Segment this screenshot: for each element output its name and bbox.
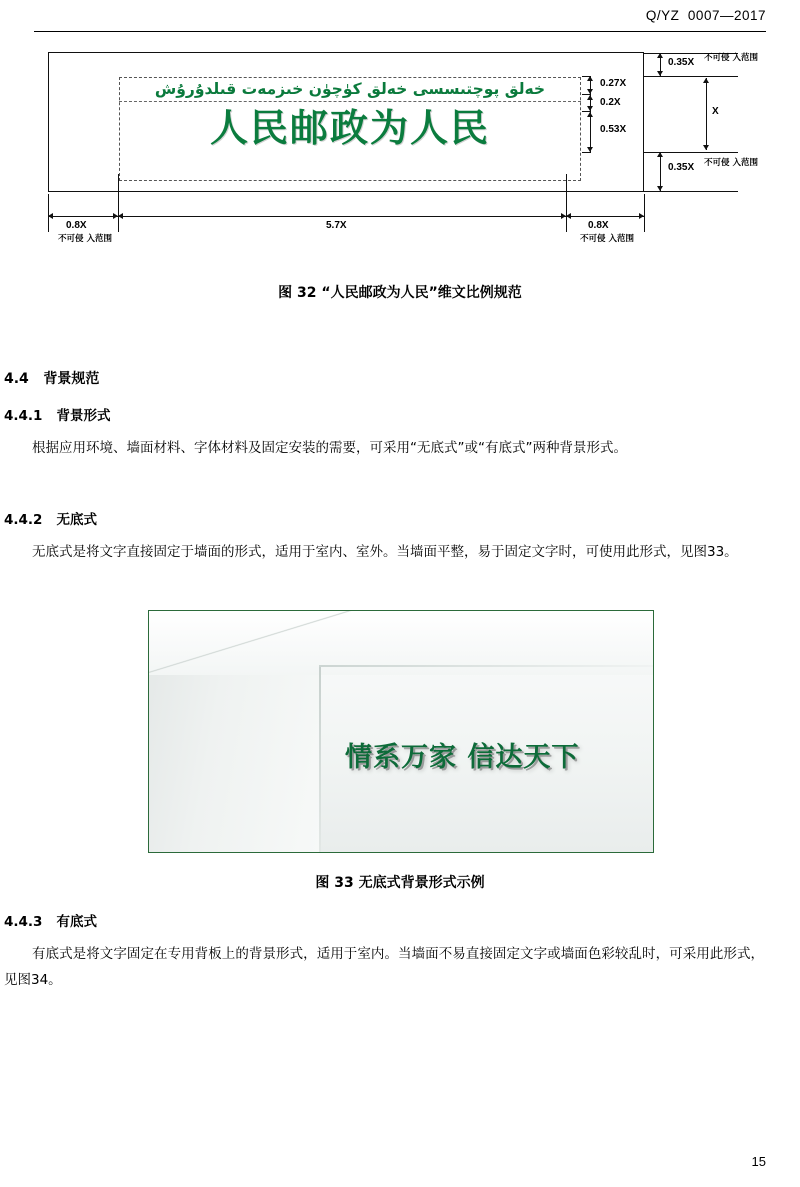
dim-arrow-up-bottom-margin (657, 152, 663, 157)
dim-arrow-down-top-margin (657, 71, 663, 76)
figure-32-baseline-uyghur (119, 101, 581, 102)
heading-4-4-2: 4.4.2 无底式 (4, 512, 98, 528)
ext-line-uy-top (644, 76, 738, 77)
photo-ceiling-edge-right (319, 665, 653, 667)
dim-note-bottom: 不可侵 入范围 (704, 158, 758, 168)
dim-arrow-up-chinese (587, 112, 593, 117)
dim-arrow-left-cw (118, 213, 123, 219)
dim-line-total-height (706, 78, 707, 150)
photo-wall-corner (319, 667, 321, 853)
figure-32-diagram (34, 44, 766, 292)
figure-32-chinese-text: 人民邮政为人民 (209, 106, 490, 150)
page-number: 15 (751, 1154, 766, 1169)
ext-line-left-inner (118, 174, 119, 232)
dim-arrow-left-rm (566, 213, 571, 219)
paragraph-4-4-1: 根据应用环境、墙面材料、字体材料及固定安装的需要，可采用“无底式”或“有底式”两种背景形式。 (32, 440, 627, 456)
ext-line-bottom (644, 191, 738, 192)
dim-label-right-margin: 0.8X (588, 220, 609, 231)
document-header-code: Q/YZ 0007—2017 (645, 8, 766, 23)
photo-ceiling-edge (148, 610, 362, 673)
figure-32-caption: 图 32 “人民邮政为人民”维文比例规范 (278, 285, 522, 301)
dim-arrow-down-total (703, 145, 709, 150)
dim-tick-a (582, 76, 591, 77)
paragraph-4-4-3: 有底式是将文字固定在专用背板上的背景形式，适用于室内。当墙面不易直接固定文字或墙面色彩较乱时，可采用此形式，见图34。 (4, 946, 764, 988)
paragraph-4-4-2: 无底式是将文字直接固定于墙面的形式，适用于室内、室外。当墙面平整，易于固定文字时，可使用此形式，见图33。 (32, 544, 738, 560)
figure-33-photo (148, 610, 654, 853)
dim-label-bottom-margin: 0.35X (668, 162, 695, 173)
dim-note-right: 不可侵 入范围 (580, 234, 634, 244)
dim-label-uyghur-height: 0.27X (600, 78, 627, 89)
dim-label-left-margin: 0.8X (66, 220, 87, 231)
dim-arrow-up-gap (587, 95, 593, 100)
dim-label-center-width: 5.7X (326, 220, 347, 231)
dim-label-top-margin: 0.35X (668, 57, 695, 68)
dim-tick-d (582, 152, 591, 153)
dim-arrow-up-total (703, 78, 709, 83)
dim-arrow-left-lm (48, 213, 53, 219)
header-divider (34, 31, 766, 32)
dim-arrow-right-rm (639, 213, 644, 219)
heading-4-4: 4.4 背景规范 (4, 371, 100, 387)
dim-line-center-width (118, 216, 566, 217)
dim-label-gap-height: 0.2X (600, 97, 621, 108)
dim-note-top: 不可侵 入范围 (704, 53, 758, 63)
ext-line-right-inner (566, 174, 567, 232)
dim-line-right-margin (566, 216, 644, 217)
figure-32-uyghur-text: خەلق پوچتىسسى خەلق كۈچۈن خىزمەت قىلدۇرۇش (154, 80, 546, 98)
dim-note-left: 不可侵 入范围 (58, 234, 112, 244)
heading-4-4-1: 4.4.1 背景形式 (4, 408, 111, 424)
figure-33-caption: 图 33 无底式背景形式示例 (315, 875, 485, 891)
figure-32-signboard-frame (48, 52, 644, 192)
dim-line-chinese-height (590, 112, 591, 152)
dim-line-left-margin (48, 216, 118, 217)
dim-label-chinese-height: 0.53X (600, 124, 627, 135)
figure-33-wall-text: 情系万家 信达天下 (345, 742, 580, 773)
heading-4-4-3: 4.4.3 有底式 (4, 914, 98, 930)
ext-line-right-edge (644, 194, 645, 232)
dim-arrow-down-bottom-margin (657, 186, 663, 191)
dim-arrow-up-top-margin (657, 53, 663, 58)
dim-label-total-height: X (712, 106, 719, 117)
